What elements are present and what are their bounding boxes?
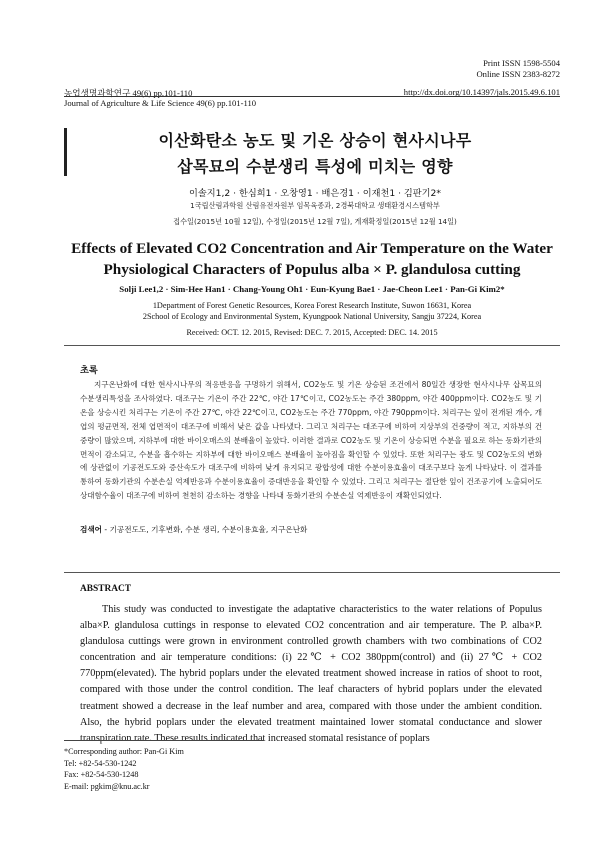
abstract-body: This study was conducted to investigate the adaptative characteristics to the water relations of Populus alba×P. glandulosa cuttings in response to elevated CO2 concentration and air temperature. The P. alba×P. glandulosa cuttings were grown in environment controlled growth chambers with two combinations of CO2 concentration and air temperature conditions: (i) 22℃ + CO2 380ppm(control) and (ii) 27℃ + CO2 770ppm(elevated). The hybrid poplars under the elevated treatment showed increase in ratios of shoot to root, compared with those under the control condition. The leaf characters of hybrid poplars under the elevated treatment showed a decrease in the leaf number and area, compared with those under the ambient condition. Also, the hybrid poplars under the elevated treatment maintained lower stomatal conductance and slower transpiration rate. These results indicated that increased stomatal resistance of poplars <box>80 604 542 744</box>
title-en-line2: Physiological Characters of Populus alba × P. glandulosa cutting <box>103 261 521 278</box>
received-dates-kr: 접수일(2015년 10월 12일), 수정일(2015년 12월 7일), 게재확정일(2015년 12월 14일) <box>173 217 457 226</box>
header-rule <box>64 96 560 97</box>
footnote-fax: Fax: +82-54-530-1248 <box>64 770 139 780</box>
chorok-body: 지구온난화에 대한 현사시나무의 적응반응을 구명하기 위해서, CO2농도 및 기온 상승된 조건에서 80일간 생장한 현사시나무 삽목묘의 수분생리특성을 조사하였다. 대조구는 기온이 주간 22℃, 야간 17℃이고, CO2농도는 주간 380ppm, 야간 400ppm이다. CO2농도 및 기온을 상승시킨 처리구는 기온이 주간 27℃, 야간 22℃이고, CO2농도는 주간 770ppm, 야간 790ppm이다. 처리구는 잎이 전개된 개수, 개엽의 평균면적, 전체 엽면적이 대조구에 비해서 낮은 값을 나타냈다. 그리고 처리구는 대조구에 비하여 지상부의 건중량이 적고, 지하부의 건중량이 많았으며, 지하부에 대한 바이오매스의 분배율이 높았다. 이러한 결과로 CO2농도 및 기온이 상승되면 수분을 필요로 하는 동화기관의 면적이 감소되고, 수분을 흡수하는 지하부에 대한 바이오매스 분배율이 높아짐을 확인할 수 있었다. 또한 처리구는 광도 및 CO2농도의 변화에 상관없이 기공전도도와 증산속도가 대조구에 비하여 낮게 유지되고 광합성에 대한 수분이용효율이 대조구보다 높게 나타났다. 이 결과를 통하여 동화기관의 수분손실 억제반응과 수분이용효율이 증대반응을 확인할 수 있었다. 그리고 처리구는 절단한 잎이 건조공기에 노출되어도 상대함수율이 대조구에 비하여 천천히 감소하는 경향을 나타내 동화기관의 수분손실 억제반응이 재확인되었다. <box>80 380 542 501</box>
journal-info-kr: 농업생명과학연구 49(6) pp.101-110 <box>64 88 193 98</box>
title-kr-line2: 삽목묘의 수분생리 특성에 미치는 영향 <box>177 157 453 176</box>
affiliation-en-1: 1Department of Forest Genetic Resources, Korea Forest Research Institute, Suwon 16631, Korea <box>152 301 472 310</box>
keywords-kr-text: - 기공전도도, 기후변화, 수분 생리, 수분이용효율, 지구온난화 <box>102 525 308 534</box>
doi-link[interactable]: http://dx.doi.org/10.14397/jals.2015.49.6.101 <box>403 87 560 97</box>
keywords-kr <box>80 524 307 535</box>
online-issn: Online ISSN 2383-8272 <box>476 69 560 79</box>
abstract-heading: ABSTRACT <box>80 584 132 594</box>
title-accent-bar <box>64 128 67 176</box>
print-issn: Print ISSN 1598-5504 <box>483 58 560 68</box>
title-en-line1: Effects of Elevated CO2 Concentration and Air Temperature on the Water <box>71 240 553 257</box>
affiliation-en-2: 2School of Ecology and Environmental System, Kyungpook National University, Sangju 37224, Korea <box>142 312 482 321</box>
footnote <box>64 746 184 793</box>
journal-info-en: Journal of Agriculture & Life Science 49(6) pp.101-110 <box>64 98 257 108</box>
authors-kr-text: 이솔지1,2 · 한심희1 · 오창영1 · 배은경1 · 이재천1 · 김판기2* <box>189 188 441 199</box>
authors-kr <box>70 185 560 199</box>
footnote-author: *Corresponding author: Pan-Gi Kim <box>64 747 184 756</box>
section-divider <box>64 345 560 346</box>
footnote-rule <box>64 740 264 741</box>
footnote-email[interactable]: E-mail: pgkim@knu.ac.kr <box>64 782 150 792</box>
title-kr-line1: 이산화탄소 농도 및 기온 상승이 현사시나무 <box>158 131 472 150</box>
chorok-heading: 초록 <box>80 365 98 376</box>
footnote-tel: Tel: +82-54-530-1242 <box>64 758 137 768</box>
authors-en: Solji Lee1,2 · Sim-Hee Han1 · Chang-Young Oh1 · Eun-Kyung Bae1 · Jae-Cheon Lee1 · Pan-Gi Kim2* <box>119 284 505 294</box>
section-divider-2 <box>64 572 560 573</box>
received-dates-en: Received: OCT. 12. 2015, Revised: DEC. 7. 2015, Accepted: DEC. 14. 2015 <box>186 328 438 337</box>
issn-block <box>476 58 560 80</box>
keywords-kr-label: 검색어 <box>80 525 103 534</box>
affiliation-kr: 1국립산림과학원 산림유전자원부 임목육종과, 2경북대학교 생태환경시스템학부 <box>190 201 440 210</box>
